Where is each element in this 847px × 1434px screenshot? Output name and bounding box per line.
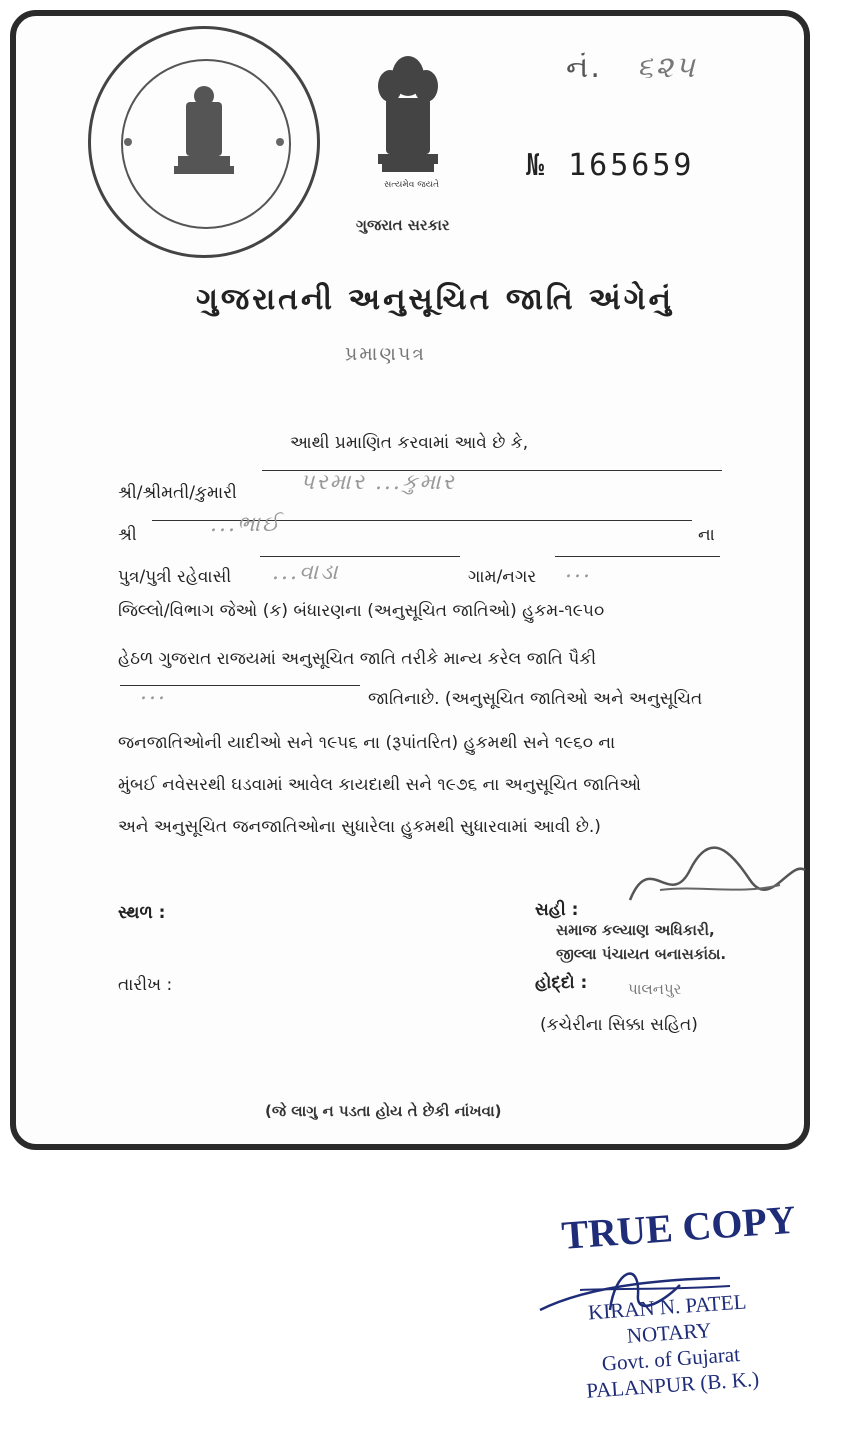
notary-govt: Govt. of Gujarat bbox=[601, 1342, 741, 1376]
true-copy-stamp: TRUE COPY bbox=[560, 1196, 798, 1258]
name-value: પરમાર ...કુમાર bbox=[300, 470, 456, 495]
national-emblem-icon bbox=[368, 50, 448, 180]
body-line-3: જનજાતિઓની યાદીઓ સને ૧૯૫૬ ના (રૂપાંતરિત) હુકમથી સને ૧૯૬૦ ના bbox=[118, 733, 616, 753]
name-label: શ્રી/શ્રીમતી/કુમારી bbox=[118, 483, 237, 503]
resident-value: ...વાડા bbox=[272, 560, 340, 585]
notary-title: NOTARY bbox=[625, 1317, 713, 1348]
designation-label: હોદ્દો : bbox=[535, 973, 588, 993]
officer-signature-icon bbox=[620, 840, 810, 920]
father-suffix: ના bbox=[698, 525, 715, 545]
office-stamp-note: (કચેરીના સિક્કા સહિત) bbox=[540, 1015, 698, 1035]
village-label: ગામ/નગર bbox=[468, 567, 537, 587]
father-value: ...ભાઈ bbox=[210, 512, 281, 537]
resident-line bbox=[260, 556, 460, 557]
intro-text: આથી પ્રમાણિત કરવામાં આવે છે કે, bbox=[290, 433, 529, 453]
caste-value: ... bbox=[140, 680, 167, 705]
father-label: શ્રી bbox=[118, 525, 137, 545]
date-label: તારીખ : bbox=[118, 975, 173, 995]
notary-name: KIRAN N. PATEL bbox=[587, 1289, 748, 1325]
delete-note: (જે લાગુ ન પડતા હોય તે છેકી નાંખવા) bbox=[265, 1102, 502, 1120]
round-office-seal-icon bbox=[88, 26, 320, 258]
government-label: ગુજરાત સરકાર bbox=[356, 216, 450, 234]
caste-suffix: જાતિનાછે. (અનુસૂચિત જાતિઓ અને અનુસૂચિત bbox=[368, 689, 703, 709]
sign-label: સહી : bbox=[535, 900, 579, 920]
body-line-4: મુંબઈ નવેસરથી ઘડવામાં આવેલ કાયદાથી સને ૧૯૭૬ ના અનુસૂચિત જાતિઓ bbox=[118, 775, 642, 795]
body-line-1: જિલ્લો/વિભાગ જેઓ (ક) બંધારણના (અનુસૂચિત જાતિઓ) હુકમ-૧૯૫૦ bbox=[118, 601, 605, 621]
serial-number: નં. ૬૨૫ bbox=[566, 50, 697, 85]
designation-value: પાલનપુર bbox=[628, 980, 682, 998]
certificate-subtitle: પ્રમાણપત્ર bbox=[345, 343, 426, 365]
village-value: ... bbox=[565, 558, 592, 583]
office-title: સમાજ કલ્યાણ અધિકારી, જીલ્લા પંચાયત બનાસકાંઠા. bbox=[556, 921, 727, 963]
body-line-5: અને અનુસૂચિત જનજાતિઓના સુધારેલા હુકમથી સુધારવામાં આવી છે.) bbox=[118, 817, 601, 837]
notary-details bbox=[580, 1288, 760, 1404]
certificate-number: № 165659 bbox=[526, 148, 695, 183]
emblem-caption: સત્યમેવ જયતે bbox=[384, 180, 440, 190]
resident-label: પુત્ર/પુત્રી રહેવાસી bbox=[118, 567, 232, 587]
notary-place: PALANPUR (B. K.) bbox=[585, 1366, 760, 1403]
certificate-title: ગુજરાતની અનુસૂચિત જાતિ અંગેનું bbox=[196, 282, 674, 317]
place-label: સ્થળ : bbox=[118, 903, 166, 923]
village-line bbox=[555, 556, 720, 557]
body-line-2: હેઠળ ગુજરાત રાજયમાં અનુસૂચિત જાતિ તરીકે માન્ય કરેલ જાતિ પૈકી bbox=[118, 649, 597, 669]
